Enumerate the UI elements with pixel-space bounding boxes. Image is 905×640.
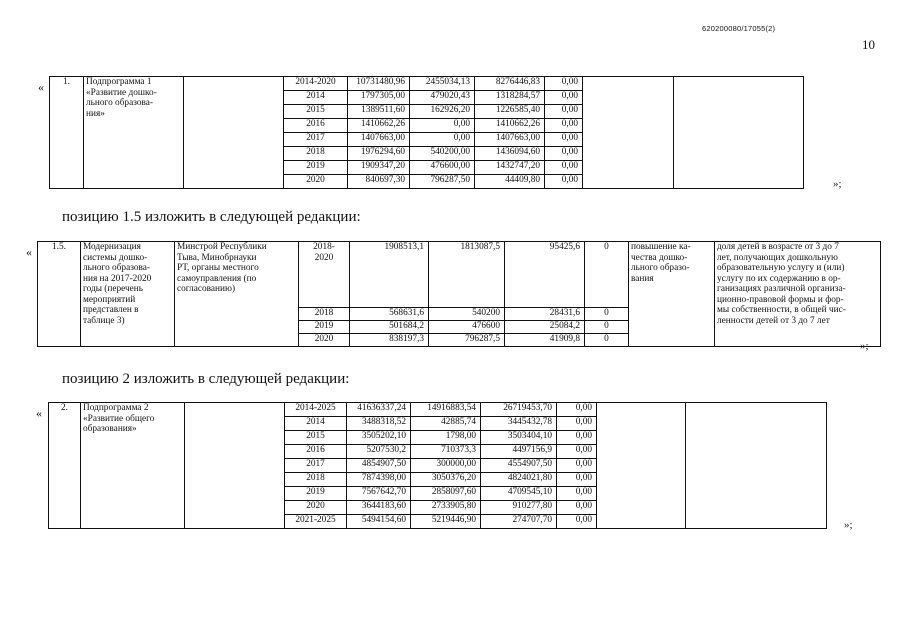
table-subprogram-2: [48, 402, 827, 529]
federal-cell: 796287,5: [429, 334, 505, 347]
municipal-cell: 0,00: [557, 431, 597, 445]
total-cell: 3505202,10: [347, 431, 411, 445]
republic-cell: 3503404,10: [481, 431, 557, 445]
period-cell: 2017: [285, 459, 347, 473]
table-subprogram-1: [49, 76, 804, 189]
result-cell: повышение ка- чества дошко- льного образо- вания: [629, 242, 715, 347]
total-cell: 838197,3: [350, 334, 429, 347]
federal-cell: 300000,00: [411, 459, 481, 473]
indicator-cell: [674, 77, 804, 189]
municipal-cell: 0,00: [557, 445, 597, 459]
document-id: 620200080/17055(2): [702, 24, 776, 33]
period-cell: 2020: [284, 175, 348, 189]
total-cell: 1410662,26: [348, 119, 410, 133]
federal-cell: 5219446,90: [411, 515, 481, 529]
federal-cell: 479020,43: [410, 91, 475, 105]
row-number: 2.: [49, 403, 81, 529]
row-number: 1.5.: [38, 242, 81, 347]
table-position-1-5: [37, 241, 881, 347]
federal-cell: 162926,20: [410, 105, 475, 119]
republic-cell: 274707,70: [481, 515, 557, 529]
republic-cell: 25084,2: [505, 321, 585, 334]
instruction-position-2: позицию 2 изложить в следующей редакции:: [62, 371, 350, 387]
federal-cell: 1798,00: [411, 431, 481, 445]
quote-close-2: »;: [860, 340, 869, 352]
period-cell: 2018- 2020: [299, 242, 350, 308]
municipal-cell: 0,00: [557, 487, 597, 501]
federal-cell: 0,00: [410, 119, 475, 133]
republic-cell: 1410662,26: [475, 119, 545, 133]
total-cell: 5494154,60: [347, 515, 411, 529]
table-row: [38, 242, 881, 308]
republic-cell: 4824021,80: [481, 473, 557, 487]
federal-cell: 476600,00: [410, 161, 475, 175]
total-cell: 3644183,60: [347, 501, 411, 515]
period-cell: 2016: [285, 445, 347, 459]
municipal-cell: 0,00: [545, 161, 583, 175]
municipal-cell: 0,00: [557, 417, 597, 431]
federal-cell: 540200,00: [410, 147, 475, 161]
republic-cell: 1407663,00: [475, 133, 545, 147]
federal-cell: 2455034,13: [410, 77, 475, 91]
table-row: [50, 77, 804, 91]
total-cell: 41636337,24: [347, 403, 411, 417]
period-cell: 2021-2025: [285, 515, 347, 529]
result-cell: [583, 77, 674, 189]
municipal-cell: 0,00: [557, 473, 597, 487]
total-cell: 1908513,1: [350, 242, 429, 308]
republic-cell: 4554907,50: [481, 459, 557, 473]
republic-cell: 1436094,60: [475, 147, 545, 161]
municipal-cell: 0,00: [545, 133, 583, 147]
period-cell: 2016: [284, 119, 348, 133]
subprogram-name: Подпрограмма 1 «Развитие дошко- льного образова- ния»: [84, 77, 184, 189]
total-cell: 5207530,2: [347, 445, 411, 459]
page-number: 10: [862, 37, 875, 52]
municipal-cell: 0: [585, 308, 629, 321]
period-cell: 2015: [284, 105, 348, 119]
period-cell: 2018: [299, 308, 350, 321]
republic-cell: 1432747,20: [475, 161, 545, 175]
period-cell: 2019: [299, 321, 350, 334]
period-cell: 2020: [285, 501, 347, 515]
executor-cell: [184, 77, 284, 189]
period-cell: 2019: [284, 161, 348, 175]
quote-open-3: «: [36, 406, 42, 420]
municipal-cell: 0,00: [545, 175, 583, 189]
federal-cell: 540200: [429, 308, 505, 321]
federal-cell: 3050376,20: [411, 473, 481, 487]
republic-cell: 910277,80: [481, 501, 557, 515]
indicator-cell: доля детей в возрасте от 3 до 7 лет, получающих дошкольную образовательную услугу и (или) услугу по их содержанию в ор- ганизациях различной организа- ционно-правовой формы и фор- мы собственности, в общей чис- ленности детей от 3 до 7 лет: [715, 242, 881, 347]
municipal-cell: 0,00: [557, 403, 597, 417]
federal-cell: 476600: [429, 321, 505, 334]
quote-open-2: «: [26, 245, 32, 259]
republic-cell: 3445432,78: [481, 417, 557, 431]
total-cell: 501684,2: [350, 321, 429, 334]
row-number: 1.: [50, 77, 84, 189]
total-cell: 1407663,00: [348, 133, 410, 147]
period-cell: 2014: [284, 91, 348, 105]
total-cell: 3488318,52: [347, 417, 411, 431]
period-cell: 2015: [285, 431, 347, 445]
instruction-position-1-5: позицию 1.5 изложить в следующей редакции:: [62, 209, 361, 225]
municipal-cell: 0,00: [545, 119, 583, 133]
period-cell: 2020: [299, 334, 350, 347]
period-cell: 2014-2025: [285, 403, 347, 417]
municipal-cell: 0: [585, 242, 629, 308]
subprogram-name: Подпрограмма 2 «Развитие общего образования»: [81, 403, 185, 529]
period-cell: 2014-2020: [284, 77, 348, 91]
table-row: [49, 403, 827, 417]
republic-cell: 28431,6: [505, 308, 585, 321]
total-cell: 1909347,20: [348, 161, 410, 175]
republic-cell: 8276446,83: [475, 77, 545, 91]
federal-cell: 42885,74: [411, 417, 481, 431]
total-cell: 568631,6: [350, 308, 429, 321]
municipal-cell: 0,00: [545, 147, 583, 161]
federal-cell: 796287,50: [410, 175, 475, 189]
measure-name: Модернизация системы дошко- льного образова- ния на 2017-2020 годы (перечень мероприятий представлен в таблице 3): [81, 242, 175, 347]
municipal-cell: 0,00: [545, 91, 583, 105]
total-cell: 1389511,60: [348, 105, 410, 119]
period-cell: 2018: [284, 147, 348, 161]
quote-close-3: »;: [844, 519, 853, 531]
republic-cell: 4497156,9: [481, 445, 557, 459]
municipal-cell: 0,00: [557, 515, 597, 529]
municipal-cell: 0,00: [557, 501, 597, 515]
total-cell: 7567642,70: [347, 487, 411, 501]
federal-cell: 1813087,5: [429, 242, 505, 308]
federal-cell: 14916883,54: [411, 403, 481, 417]
municipal-cell: 0,00: [557, 459, 597, 473]
executor-cell: [185, 403, 285, 529]
total-cell: 1797305,00: [348, 91, 410, 105]
indicator-cell: [686, 403, 827, 529]
total-cell: 1976294,60: [348, 147, 410, 161]
federal-cell: 2733905,80: [411, 501, 481, 515]
republic-cell: 41909,8: [505, 334, 585, 347]
executor-cell: Минстрой Республики Тыва, Минобрнауки РТ, органы местного самоуправления (по согласованию): [175, 242, 299, 347]
quote-open-1: «: [38, 80, 44, 94]
municipal-cell: 0,00: [545, 77, 583, 91]
total-cell: 7874398,00: [347, 473, 411, 487]
republic-cell: 1318284,57: [475, 91, 545, 105]
period-cell: 2017: [284, 133, 348, 147]
total-cell: 4854907,50: [347, 459, 411, 473]
total-cell: 840697,30: [348, 175, 410, 189]
republic-cell: 1226585,40: [475, 105, 545, 119]
federal-cell: 0,00: [410, 133, 475, 147]
period-cell: 2019: [285, 487, 347, 501]
federal-cell: 710373,3: [411, 445, 481, 459]
republic-cell: 4709545,10: [481, 487, 557, 501]
municipal-cell: 0: [585, 334, 629, 347]
republic-cell: 26719453,70: [481, 403, 557, 417]
period-cell: 2014: [285, 417, 347, 431]
result-cell: [597, 403, 686, 529]
total-cell: 10731480,96: [348, 77, 410, 91]
municipal-cell: 0,00: [545, 105, 583, 119]
republic-cell: 95425,6: [505, 242, 585, 308]
quote-close-1: »;: [833, 178, 842, 190]
municipal-cell: 0: [585, 321, 629, 334]
federal-cell: 2858097,60: [411, 487, 481, 501]
period-cell: 2018: [285, 473, 347, 487]
republic-cell: 44409,80: [475, 175, 545, 189]
